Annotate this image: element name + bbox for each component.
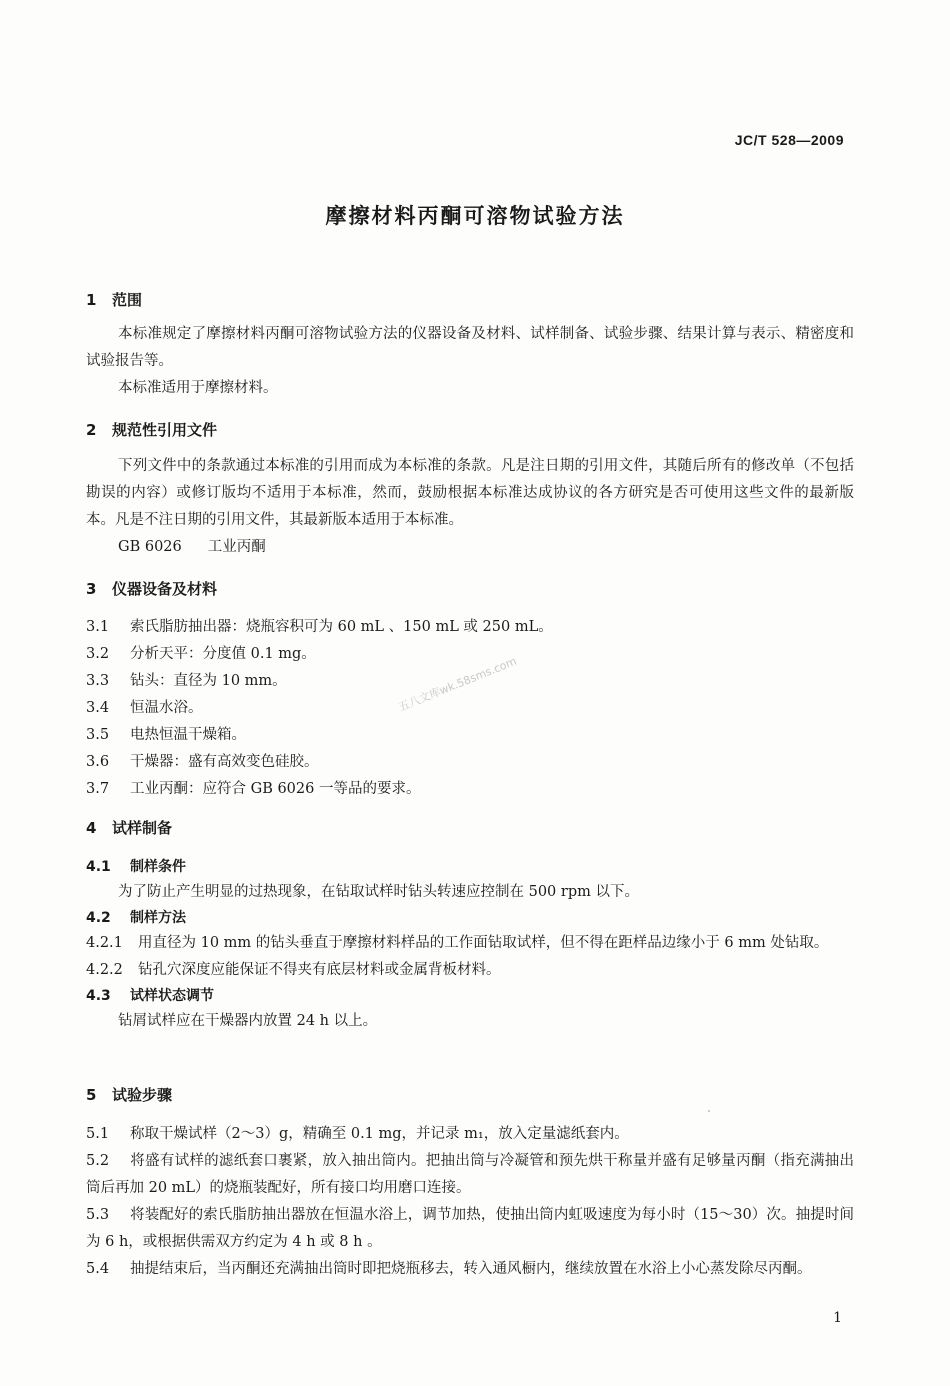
section-number: 1: [86, 291, 97, 309]
section-title: 试样制备: [112, 819, 173, 837]
paragraph: 为了防止产生明显的过热现象，在钻取试样时钻头转速应控制在 500 rpm 以下。: [118, 884, 639, 900]
list-item: 3.6 干燥器：盛有高效变色硅胶。: [86, 754, 319, 770]
section-title: 试验步骤: [112, 1086, 173, 1104]
watermark: 五八文库wk.58sms.com: [396, 654, 519, 714]
list-item: 5.2 将盛有试样的滤纸套口裹紧，放入抽出筒内。把抽出筒与冷凝管和预先烘干称量并盛有足够量丙酮（指充满抽出筒后再加 20 mL）的烧瓶装配好，所有接口均用磨口连接。: [86, 1153, 854, 1196]
section-4-body: [86, 855, 854, 1035]
reference-name: 工业丙酮: [207, 539, 266, 555]
paragraph: 本标准适用于摩擦材料。: [118, 380, 278, 396]
section-number: 2: [86, 421, 97, 439]
section-3-list: [86, 614, 854, 803]
paragraph: 本标准规定了摩擦材料丙酮可溶物试验方法的仪器设备及材料、试样制备、试验步骤、结果计算与表示、精密度和试验报告等。: [86, 326, 854, 369]
section-3-heading: [86, 577, 854, 601]
list-item: 3.5 电热恒温干燥箱。: [86, 727, 246, 743]
paragraph: 下列文件中的条款通过本标准的引用而成为本标准的条款。凡是注日期的引用文件，其随后所有的修改单（不包括勘误的内容）或修订版均不适用于本标准，然而，鼓励根据本标准达成协议的各方研究是否可使用这些文件的最新版本。凡是不注日期的引用文件，其最新版本适用于本标准。: [86, 458, 854, 528]
list-item: 3.4 恒温水浴。: [86, 700, 203, 716]
section-5-list: [86, 1121, 854, 1283]
section-number: 4: [86, 819, 97, 837]
section-1-body: [86, 321, 854, 402]
list-item: 3.2 分析天平：分度值 0.1 mg。: [86, 646, 316, 662]
reference-code: GB 6026: [118, 539, 182, 555]
section-2-body: [86, 453, 854, 561]
list-item: 3.7 工业丙酮：应符合 GB 6026 一等品的要求。: [86, 781, 421, 797]
normative-reference: [86, 534, 854, 561]
list-item: 5.4 抽提结束后，当丙酮还充满抽出筒时即把烧瓶移去，转入通风橱内，继续放置在水浴上小心蒸发除尽丙酮。: [86, 1261, 812, 1277]
section-1-heading: [86, 288, 854, 312]
section-4-heading: [86, 816, 854, 840]
subsection-4-1-heading: 4.1 制样条件: [86, 859, 186, 875]
clause-4-2-2: 4.2.2 钻孔穴深度应能保证不得夹有底层材料或金属背板材料。: [86, 962, 501, 978]
scan-speck: [708, 1110, 710, 1112]
subsection-4-2-heading: 4.2 制样方法: [86, 910, 186, 926]
page-number: 1: [833, 1310, 842, 1326]
list-item: 3.3 钻头：直径为 10 mm。: [86, 673, 287, 689]
section-number: 5: [86, 1086, 97, 1104]
standard-number: JC/T 528—2009: [734, 132, 844, 148]
clause-4-2-1: 4.2.1 用直径为 10 mm 的钻头垂直于摩擦材料样品的工作面钻取试样，但不得在距样品边缘小于 6 mm 处钻取。: [86, 935, 829, 951]
list-item: 5.3 将装配好的索氏脂肪抽出器放在恒温水浴上，调节加热，使抽出筒内虹吸速度为每小时（15～30）次。抽提时间为 6 h，或根据供需双方约定为 4 h 或 8 h 。: [86, 1207, 854, 1250]
section-5-heading: [86, 1083, 854, 1107]
section-title: 仪器设备及材料: [112, 580, 218, 598]
section-title: 规范性引用文件: [112, 421, 218, 439]
section-number: 3: [86, 580, 97, 598]
document-title: 摩擦材料丙酮可溶物试验方法: [325, 204, 625, 228]
list-item: 5.1 称取干燥试样（2～3）g，精确至 0.1 mg，并记录 m₁，放入定量滤纸套内。: [86, 1126, 629, 1142]
subsection-4-3-heading: 4.3 试样状态调节: [86, 988, 214, 1004]
section-title: 范围: [112, 291, 143, 309]
list-item: 3.1 索氏脂肪抽出器：烧瓶容积可为 60 mL 、150 mL 或 250 mL。: [86, 619, 553, 635]
paragraph: 钻屑试样应在干燥器内放置 24 h 以上。: [118, 1013, 378, 1029]
section-2-heading: [86, 418, 854, 442]
